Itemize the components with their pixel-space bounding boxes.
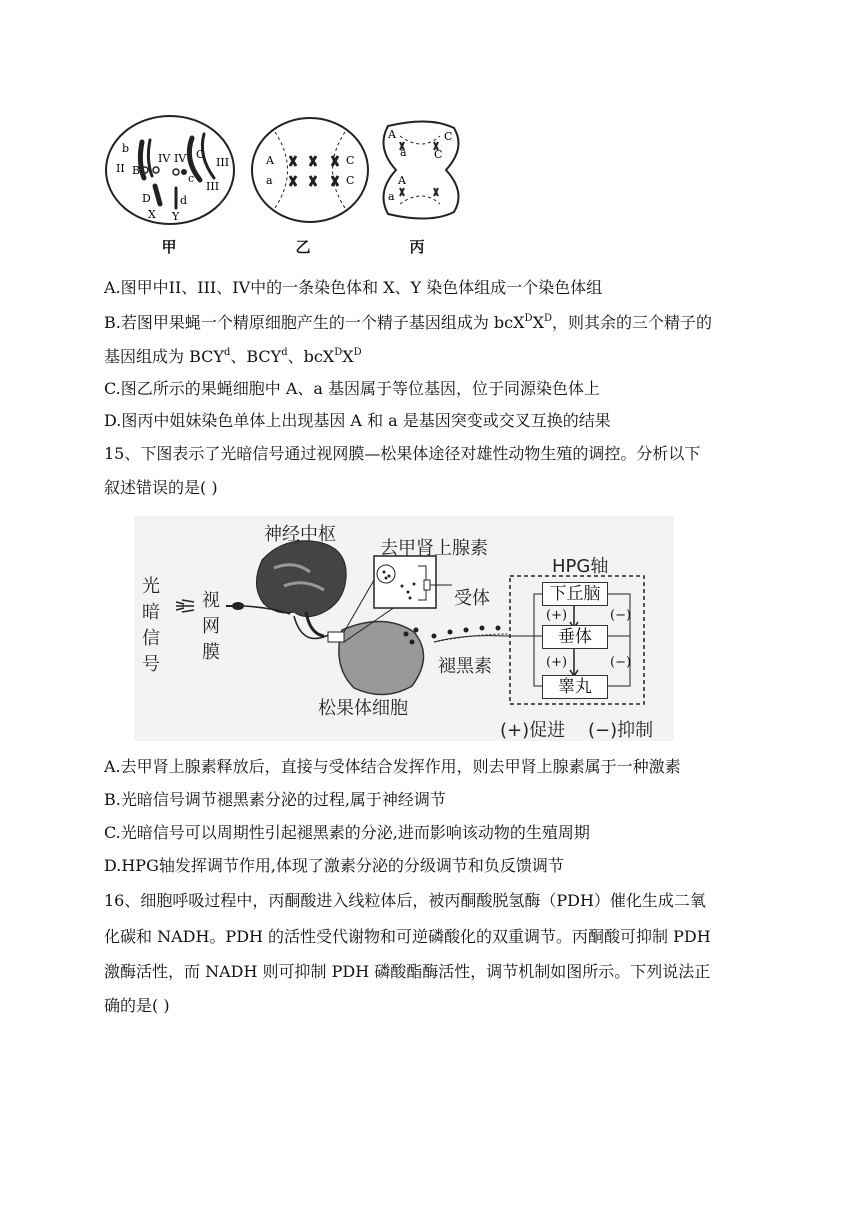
svg-text:II: II [116, 162, 125, 175]
svg-text:d: d [180, 194, 188, 207]
minus-sign-1: (−) [610, 608, 632, 623]
svg-text:a: a [266, 174, 273, 187]
svg-text:C: C [346, 154, 355, 167]
svg-text:A: A [388, 128, 396, 141]
svg-text:IV: IV [174, 152, 187, 165]
label-hpg-axis: HPG轴 [552, 556, 609, 577]
q14-option-c: C.图乙所示的果蝇细胞中 A、a 基因属于等位基因，位于同源染色体上 [104, 379, 601, 398]
svg-text:IV: IV [158, 152, 171, 165]
minus-sign-2: (−) [610, 655, 632, 670]
svg-text:B: B [132, 164, 141, 177]
q16-stem-line4: 确的是( ) [104, 996, 170, 1015]
label-melatonin: 褪黑素 [438, 656, 492, 677]
q16-stem-line2: 化碳和 NADH。PDH 的活性受代谢物和可逆磷酸化的双重调节。丙酮酸可抑制 PDH [104, 927, 711, 946]
label-jia: 甲 [161, 238, 177, 256]
q15-option-c: C.光暗信号可以周期性引起褪黑素的分泌,进而影响该动物的生殖周期 [104, 823, 590, 842]
q15-stem-line2: 叙述错误的是( ) [104, 478, 218, 497]
svg-text:c: c [188, 172, 195, 185]
svg-text:D: D [142, 192, 151, 205]
svg-text:C: C [196, 148, 205, 161]
box-testis: 睾丸 [542, 675, 608, 699]
label-norepinephrine: 去甲肾上腺素 [380, 538, 488, 559]
legend-text: (+)促进 (−)抑制 [500, 720, 654, 741]
q14-option-b-line2: 基因组成为 BCY$^d$、BCY$^d$、$bcX^DX^D$ [104, 347, 362, 366]
plus-sign-1: (+) [546, 608, 568, 623]
q15-option-b: B.光暗信号调节褪黑素分泌的过程,属于神经调节 [104, 790, 446, 809]
q14-option-b-line1: B.若图甲果蝇一个精原细胞产生的一个精子基因组成为 $bcX^DX^D$，则其余的三个精子的 [104, 313, 712, 332]
q15-option-a: A.去甲肾上腺素释放后，直接与受体结合发挥作用，则去甲肾上腺素属于一种激素 [104, 757, 681, 776]
box-pituitary: 垂体 [542, 625, 608, 649]
plus-sign-2: (+) [546, 655, 568, 670]
q16-stem-line1: 16、细胞呼吸过程中，丙酮酸进入线粒体后，被丙酮酸脱氢酶（PDH）催化生成二氧 [104, 891, 706, 910]
cell1-b: b [122, 142, 130, 155]
svg-text:X: X [148, 208, 156, 221]
q14-option-a: A.图甲中II、III、IV中的一条染色体和 X、Y 染色体组成一个染色体组 [104, 278, 603, 297]
q14-option-d: D.图丙中姐妹染色单体上出现基因 A 和 a 是基因突变或交叉互换的结果 [104, 411, 611, 430]
q15-diagram [134, 516, 674, 741]
label-bing: 丙 [409, 238, 425, 256]
svg-text:a: a [400, 146, 407, 159]
box-hypothalamus: 下丘脑 [542, 582, 608, 606]
svg-text:C: C [346, 174, 355, 187]
q16-stem-line3: 激酶活性，而 NADH 则可抑制 PDH 磷酸酯酶活性，调节机制如图所示。下列说法正 [104, 962, 711, 981]
svg-text:C: C [444, 130, 453, 143]
svg-text:A: A [266, 154, 274, 167]
svg-text:A: A [398, 174, 406, 187]
label-light-signal: 光 暗 信 号 [142, 576, 160, 675]
label-receptor: 受体 [454, 588, 490, 609]
q15-option-d: D.HPG轴发挥调节作用,体现了激素分泌的分级调节和负反馈调节 [104, 856, 564, 875]
svg-text:III: III [216, 156, 230, 169]
svg-text:C: C [434, 148, 443, 161]
q15-stem-line1: 15、下图表示了光暗信号通过视网膜—松果体途径对雄性动物生殖的调控。分析以下 [104, 444, 701, 463]
label-pineal-cell: 松果体细胞 [318, 698, 408, 719]
label-central-nervous: 神经中枢 [264, 524, 336, 545]
svg-text:a: a [388, 190, 395, 203]
svg-text:Y: Y [172, 210, 180, 223]
svg-text:III: III [206, 180, 220, 193]
label-retina: 视 网 膜 [202, 590, 220, 663]
label-yi: 乙 [295, 238, 311, 256]
